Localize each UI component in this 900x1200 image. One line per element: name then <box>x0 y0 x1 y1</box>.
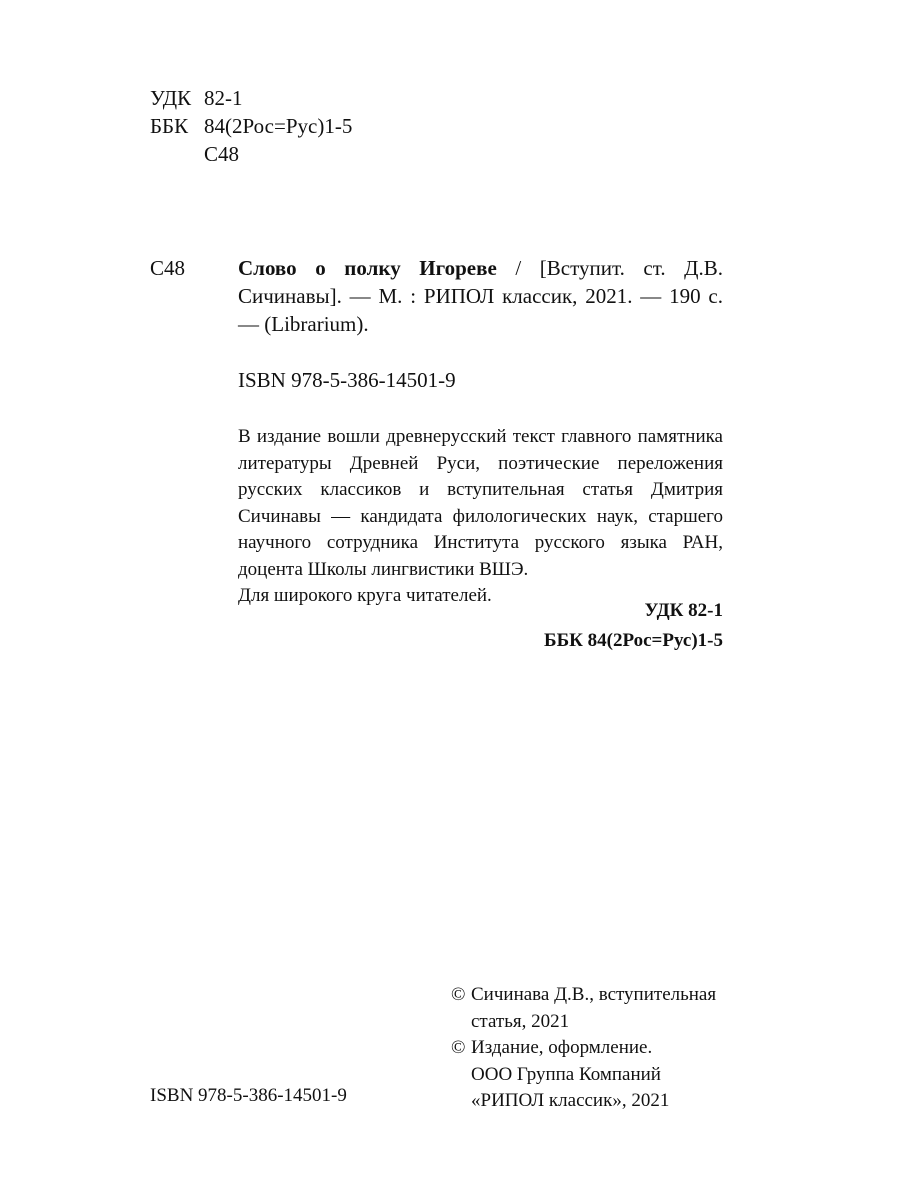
author-mark: С48 <box>204 142 240 166</box>
book-title: Слово о полку Игореве <box>238 256 497 280</box>
udk-label: УДК <box>150 86 192 110</box>
udk-summary: УДК 82-1 <box>644 600 723 621</box>
copyright-line <box>451 1035 741 1062</box>
copyright-sign: © <box>451 1037 466 1058</box>
isbn-bottom: ISBN 978-5-386-14501-9 <box>150 1085 347 1106</box>
annotation-audience: Для широкого круга читателей. <box>238 585 492 606</box>
copyright-author-text: Сичинава Д.В., вступительная <box>471 984 717 1005</box>
copyright-block <box>451 982 741 1115</box>
bbk-row <box>150 112 352 140</box>
bbk-label: ББК <box>150 114 189 138</box>
bbk-value: 84(2Рос=Рус)1-5 <box>204 114 353 138</box>
udk-row <box>150 84 352 112</box>
copyright-publisher: ООО Группа Компаний <box>471 1063 661 1085</box>
codes-summary <box>544 596 723 656</box>
copyright-edition-text: Издание, оформление. <box>471 1037 653 1058</box>
udk-value: 82-1 <box>204 86 243 110</box>
annotation-paragraph: В издание вошли древнерусский текст главного памятника литературы Древней Руси, поэтические переложения русских классиков и вступительная статья Дмитрия Сичинавы — кандидата филологических наук, старшего научного сотрудника Института русского языка РАН, доцента Школы лингвистики ВШЭ. <box>238 426 723 580</box>
entry-author-mark: С48 <box>150 256 186 280</box>
bibliographic-description <box>238 254 723 338</box>
annotation <box>238 424 723 610</box>
bbk-summary: ББК 84(2Рос=Рус)1-5 <box>544 630 723 651</box>
entry-isbn: ISBN 978-5-386-14501-9 <box>238 368 456 392</box>
classification-codes <box>150 84 352 168</box>
copyright-sign: © <box>451 984 466 1005</box>
copyright-publisher-name: «РИПОЛ классик», 2021 <box>471 1090 670 1111</box>
copyright-line <box>451 982 741 1009</box>
description-text: / [Вступит. ст. Д.В. Сичинавы]. — М. : РИПОЛ классик, 2021. — 190 с. — (Librarium). <box>238 256 723 336</box>
copyright-author-cont: статья, 2021 <box>471 1010 570 1032</box>
